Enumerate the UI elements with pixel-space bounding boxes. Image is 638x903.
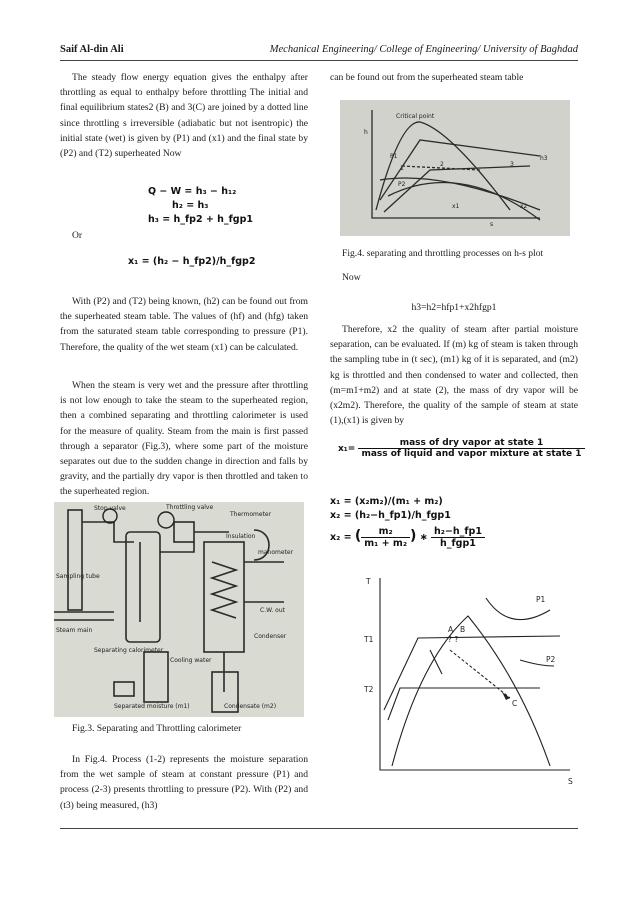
label-throttling-valve: Throttling valve	[166, 504, 214, 511]
ts-label-T: T	[366, 577, 371, 586]
label-h-axis: h	[364, 129, 368, 136]
ts-label-A: A	[448, 625, 454, 634]
x2-frac2-denominator: h_fgp1	[440, 538, 476, 549]
label-critical-point: Critical point	[396, 113, 435, 120]
label-x2: x2	[520, 203, 528, 210]
label-manometer: manometer	[258, 549, 294, 556]
ts-label-P2: P2	[546, 655, 556, 664]
author-name: Saif Al-din Ali	[60, 44, 124, 55]
equation-x1-mass	[338, 438, 585, 459]
x2-frac1-numerator: m₂	[361, 526, 410, 538]
label-point-1: 1	[400, 165, 404, 172]
left-paragraph-1: The steady flow energy equation gives the enthalpy after throttling as equal to enthalpy before throttling The initial and final equilibrium states2 (B) and 3(C) are joined by a dotted line since throttling s irreversible (adiabatic but not isentropic) the initial state (wet) is given by (P1) and (x1) and the final state by (P2) and (T2) superheated Now	[60, 72, 308, 160]
hs-plot	[340, 100, 570, 236]
equation-x1-masses: x₁ = (x₂m₂)/(m₁ + m₂)	[330, 496, 443, 507]
ts-diagram-svg	[340, 570, 580, 790]
figure-3-caption: Fig.3. Separating and Throttling calorimeter	[72, 723, 242, 734]
x1-numerator: mass of dry vapor at state 1	[358, 438, 584, 449]
equation-energy: Q − W = h₃ − h₁₂	[148, 186, 237, 197]
ts-label-P1: P1	[536, 595, 546, 604]
ts-label-T2: T2	[364, 685, 374, 694]
x2-lhs: x₂ =	[330, 532, 352, 543]
label-separated-moisture: Separated moisture (m1)	[114, 703, 190, 710]
figure-3-image	[54, 502, 304, 717]
affiliation: Mechanical Engineering/ College of Engineering/ University of Baghdad	[269, 44, 578, 55]
label-cw-out: C.W. out	[260, 607, 285, 614]
ts-label-B: B	[460, 625, 466, 634]
header-rule	[60, 60, 578, 61]
x1-denominator: mass of liquid and vapor mixture at state 1	[361, 449, 582, 459]
figure-4-image	[340, 100, 570, 236]
ts-label-T1: T1	[364, 635, 374, 644]
ts-label-S: S	[568, 777, 573, 786]
label-point-2: 2	[440, 161, 444, 168]
footer-rule	[60, 828, 578, 829]
now-label: Now	[342, 272, 361, 283]
calorimeter-diagram	[54, 502, 304, 717]
or-label: Or	[72, 230, 83, 241]
label-condenser: Condenser	[254, 633, 287, 640]
label-steam-main: Steam main	[56, 627, 93, 634]
equation-h3-h2: h3=h2=hfp1+x2hfgp1	[411, 302, 497, 313]
equation-h3: h₃ = h_fp2 + h_fgp1	[148, 214, 253, 225]
equation-h2-h3: h₂ = h₃	[172, 200, 209, 211]
x2-times: ∗	[419, 532, 428, 543]
label-point-3: 3	[510, 161, 514, 168]
left-paragraph-3: When the steam is very wet and the pressure after throttling is not low enough to take the steam to the superheated region, then a combined separating and throttling calorimeter is used for the measure of quality. Steam from the main is first passed through a separator (Fig.3), where some part of the moisture separates out due to the sudden change in direction and falls by gravity, and the partially dry vapor is then throttled and taken to the superheated region.	[60, 380, 308, 498]
label-insulation: Insulation	[226, 533, 256, 540]
label-x1: x1	[452, 203, 460, 210]
ts-label-C: C	[512, 699, 518, 708]
label-h3: h3	[540, 155, 548, 162]
equation-x2-combined: x₂ = ( $\frac{\text{m₂}}{\text{m₁ + m₂}}$ ) ∗ $\frac{\text{h₂−h\_fp1}}{\text{h\_fgp1}}$	[330, 526, 485, 549]
ts-diagram	[340, 570, 580, 790]
x2-frac2-numerator: h₂−h_fp1	[431, 526, 485, 538]
label-sampling-tube: Sampling tube	[56, 573, 100, 580]
ts-label-question: ? ?	[448, 635, 459, 644]
x1-lhs: x₁=	[338, 444, 356, 454]
label-s-axis: s	[490, 221, 494, 228]
label-p2: P2	[398, 181, 406, 188]
label-condensate: Condensate (m2)	[224, 703, 277, 710]
left-paragraph-2: With (P2) and (T2) being known, (h2) can be found out from the superheated steam table. The values of (hf) and (hfg) taken from the saturated steam table corresponding to pressure (P1). Therefore, the quality of the wet steam (x1) can be calculated.	[60, 296, 308, 353]
figure-4-caption: Fig.4. separating and throttling processes on h-s plot	[342, 248, 544, 259]
left-paragraph-4: In Fig.4. Process (1-2) represents the moisture separation from the wet sample of steam at constant pressure (P1) and process (2-3) presents throttling to pressure (P2). With (P2) and (t3) being measured, (h3)	[60, 754, 308, 811]
right-paragraph-1: can be found out from the superheated steam table	[330, 72, 524, 83]
label-p1: P1	[390, 153, 398, 160]
label-cooling-water: Cooling water	[170, 657, 212, 664]
equation-x2-enthalpy: x₂ = (h₂−h_fp1)/h_fgp1	[330, 510, 451, 521]
right-paragraph-2: Therefore, x2 the quality of steam after partial moisture separation, can be evaluated. If (m) kg of steam is taken through the sampling tube in (t sec), (m1) kg of it is separated, and (m2) kg is throttled and then condensed to water and collected, then (m=m1+m2) and at state (2), the mass of dry vapor will be (x2m2). Therefore, the quality of the sample of steam at state (1),(x1) is given by	[330, 324, 578, 427]
label-thermometer: Thermometer	[230, 511, 272, 518]
label-stop-valve: Stop valve	[94, 505, 126, 512]
x2-frac1-denominator: m₁ + m₂	[364, 538, 407, 549]
label-separating-calorimeter: Separating calorimeter	[94, 647, 164, 654]
equation-x1-throttle: x₁ = (h₂ − h_fp2)/h_fgp2	[128, 256, 256, 267]
